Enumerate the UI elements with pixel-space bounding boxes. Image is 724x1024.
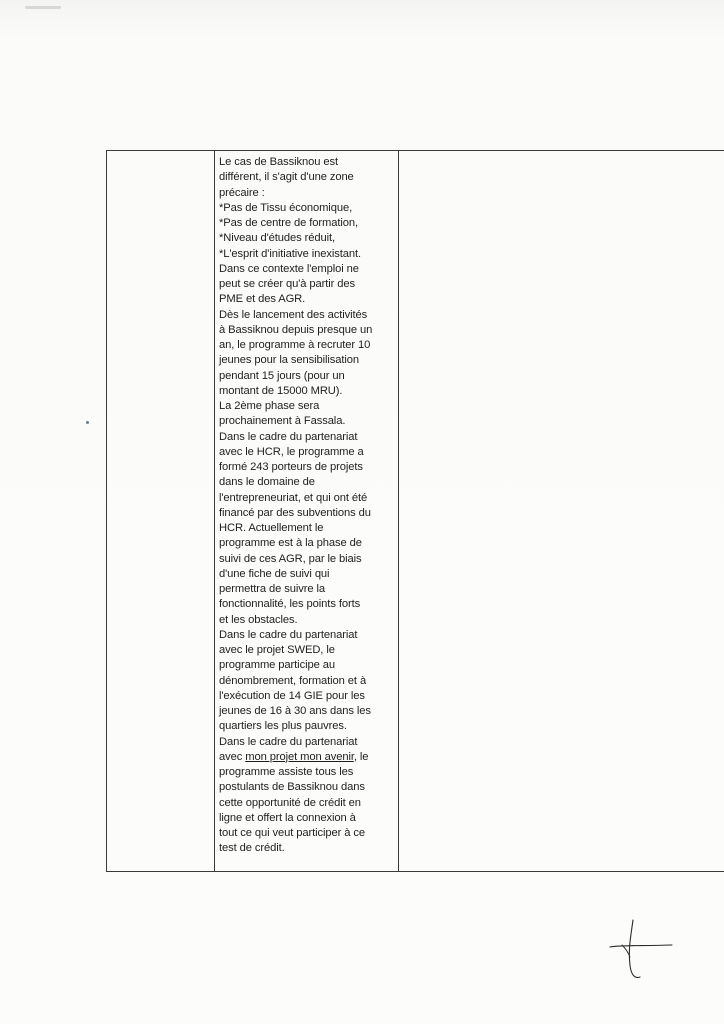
text-line: dénombrement, formation et à (219, 674, 367, 687)
text-line: pendant 15 jours (pour un (219, 369, 345, 382)
text-fragment: avec (219, 750, 246, 763)
text-line: Le cas de Bassiknou est (219, 156, 338, 168)
text-line: quartiers les plus pauvres. (219, 720, 347, 733)
text-line: Dans le cadre du partenariat (219, 628, 358, 641)
text-line: jeunes de 16 à 30 ans dans les (219, 705, 371, 717)
table-column-divider-1 (214, 151, 215, 871)
text-line: l'entrepreneuriat, et qui ont été (219, 491, 368, 504)
text-line: l'exécution de 14 GIE pour les (219, 689, 365, 702)
text-line: test de crédit. (219, 842, 285, 855)
text-line: an, le programme à recruter 10 (219, 339, 371, 351)
text-line: Dans le cadre du partenariat (219, 735, 358, 748)
text-line: *Niveau d'études réduit, (219, 232, 336, 245)
text-line: différent, il s'agit d'une zone (219, 171, 354, 184)
text-line: avec le projet SWED, le (219, 644, 335, 656)
text-line: suivi de ces AGR, par le biais (219, 552, 362, 565)
text-line: fonctionnalité, les points forts (219, 598, 361, 611)
stray-ink-dot (86, 421, 89, 424)
text-line: financé par des subventions du (219, 506, 371, 519)
text-line: programme assiste tous les (219, 766, 354, 778)
text-line: jeunes pour la sensibilisation (219, 354, 360, 367)
text-line: tout ce qui veut participer à ce (219, 827, 366, 839)
text-line: formé 243 porteurs de projets (219, 461, 363, 473)
text-line: peut se créer qu'à partir des (219, 278, 356, 290)
text-line: *Pas de Tissu économique, (219, 201, 353, 214)
text-line: montant de 15000 MRU). (219, 384, 343, 397)
text-line: PME et des AGR. (219, 293, 306, 306)
text-line: programme est à la phase de (219, 537, 362, 550)
text-line: prochainement à Fassala. (219, 415, 346, 428)
text-line: Dès le lancement des activités (219, 308, 368, 321)
text-fragment: , le (353, 750, 369, 763)
text-line: *L'esprit d'initiative inexistant. (219, 247, 362, 260)
underlined-project-name: mon projet mon avenir (245, 750, 354, 763)
text-line: d'une fiche de suivi qui (219, 567, 330, 580)
text-line: HCR. Actuellement le (219, 522, 324, 534)
text-line-with-link (219, 750, 399, 765)
table-cell-description (219, 155, 399, 857)
text-line: dans le domaine de (219, 476, 315, 489)
text-line: permettra de suivre la (219, 583, 325, 595)
text-line: programme participe au (219, 659, 335, 672)
text-line: cette opportunité de crédit en (219, 796, 361, 809)
text-line: ligne et offert la connexion à (219, 811, 356, 824)
document-table (106, 150, 724, 872)
text-line: *Pas de centre de formation, (219, 217, 358, 229)
text-line: La 2ème phase sera (219, 400, 320, 412)
text-line: avec le HCR, le programme a (219, 445, 364, 458)
text-line: postulants de Bassiknou dans (219, 781, 365, 794)
text-line: Dans le cadre du partenariat (219, 430, 358, 443)
text-line: précaire : (219, 186, 265, 199)
scan-artifact (25, 6, 61, 9)
handwritten-initial-signature (600, 915, 680, 985)
text-line: et les obstacles. (219, 613, 298, 626)
text-line: à Bassiknou depuis presque un (219, 323, 373, 336)
text-line: Dans ce contexte l'emploi ne (219, 262, 359, 275)
